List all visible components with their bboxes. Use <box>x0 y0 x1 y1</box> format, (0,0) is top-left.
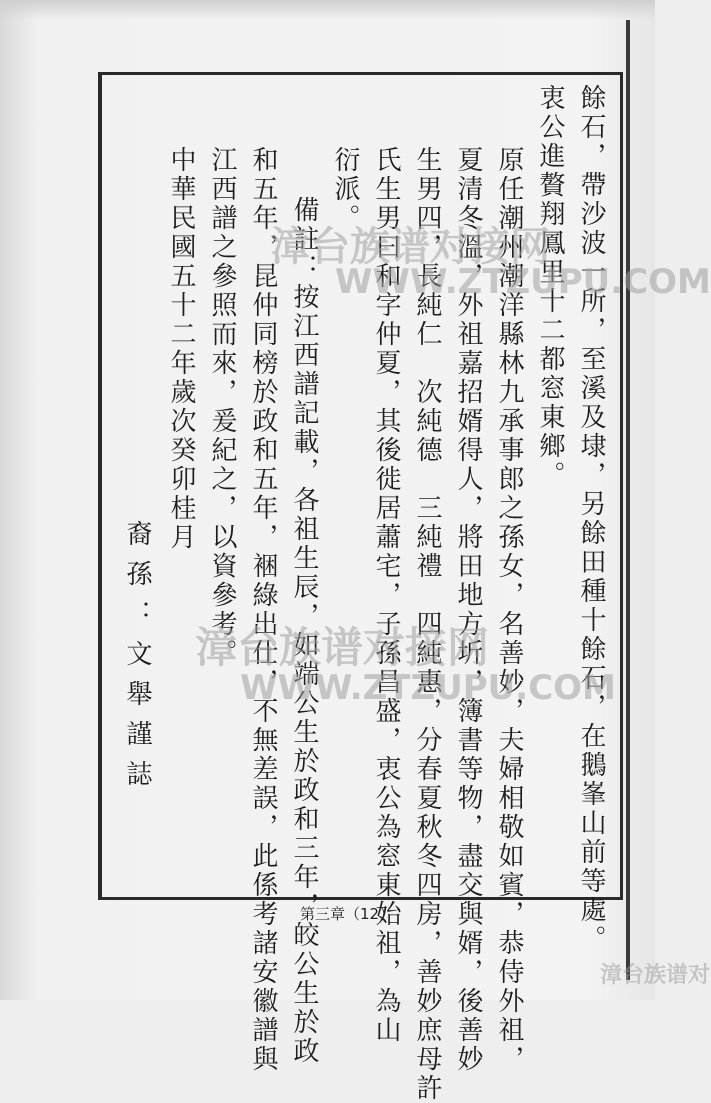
scan-shadow <box>0 0 655 20</box>
text-column-8: 備註：按江西譜記載，各祖生辰，如端公生於政和三年，皎公生於政 <box>289 196 319 1066</box>
watermark-text: 漳台族谱对 <box>600 963 711 988</box>
text-column-3: 原任潮州潮洋縣林九承事郎之孫女，名善妙，夫婦相敬如賓，恭侍外祖， <box>494 146 524 1074</box>
watermark-text: 漳台族谱对接网 <box>195 623 490 672</box>
text-column-10: 江西譜之參照而來，爰紀之，以資參考。 <box>207 146 237 668</box>
text-column-4: 夏清冬溫，外祖嘉招婿得人，將田地方圻，簿書等物，盡交與婿，後善妙 <box>453 146 483 1074</box>
binding-line <box>626 20 630 980</box>
text-column-9: 和五年，昆仲同榜於政和五年，裍綠出仕，不無差誤，此係考諸安徽譜與 <box>248 146 278 1074</box>
text-column-1: 餘石，帶沙波一所，至溪及埭，另餘田種十餘石，在鵝峯山前等處。 <box>576 84 606 954</box>
text-column-11: 中華民國五十二年歲次癸卯桂月 <box>166 146 196 552</box>
page-number: 第三章（12） <box>300 905 395 923</box>
watermark-text: 漳台族谱对接网 <box>270 224 550 270</box>
text-column-7: 衍派。 <box>330 146 360 233</box>
text-column-6: 氏生男曰和字仲夏，其後徙居蕭宅，子孫昌盛，衷公為窓東始祖，為山 <box>371 146 401 1045</box>
text-column-5: 生男四，長純仁 次純德 三純禮 四純惠，分春夏秋冬四房，善妙庶母許 <box>412 146 442 1103</box>
signature: 裔孫：文舉謹誌 <box>122 520 152 800</box>
watermark-url: WWW.ZTZUPU.COM <box>335 262 711 302</box>
watermark-url: WWW.ZTZUPU.COM <box>240 668 616 708</box>
text-column-2: 衷公進贅翔鳳里十二都窓東鄉。 <box>535 84 565 490</box>
